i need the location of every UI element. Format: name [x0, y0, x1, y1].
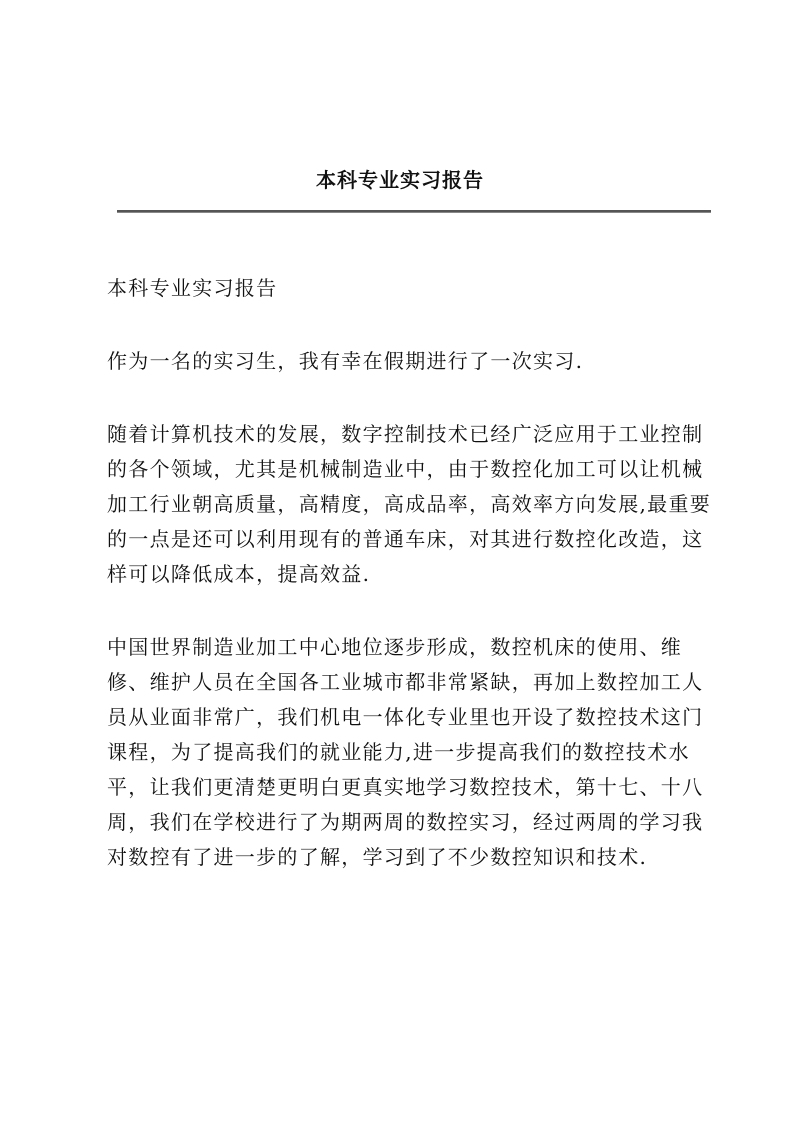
intro-paragraph: 作为一名的实习生，我有幸在假期进行了一次实习.: [107, 349, 584, 373]
background-paragraph: 随着计算机技术的发展，数字控制技术已经广泛应用于工业控制的各个领域，尤其是机械制造业中，由于数控化加工可以让机械加工行业朝高质量，高精度，高成品率，高效率方向发展,最重要的一点是还可以利用现有的普通车床，对其进行数控化改造，这样可以降低成本，提高效益.: [107, 422, 712, 586]
document-body: [107, 271, 713, 913]
body-title-line: 本科专业实习报告: [107, 276, 278, 300]
page-header-title: 本科专业实习报告: [316, 168, 484, 192]
header-divider: [117, 210, 711, 213]
course-paragraph: 中国世界制造业加工中心地位逐步形成，数控机床的使用、维修、维护人员在全国各工业城市都非常紧缺，再加上数控加工人员从业面非常广，我们机电一体化专业里也开设了数控技术这门课程，为了提高我们的就业能力,进一步提高我们的数控技术水平，让我们更清楚更明白更真实地学习数控技术，第十七、十八周，我们在学校进行了为期两周的数控实习，经过两周的学习我对数控有了进一步的了解，学习到了不少数控知识和技术.: [107, 635, 704, 869]
